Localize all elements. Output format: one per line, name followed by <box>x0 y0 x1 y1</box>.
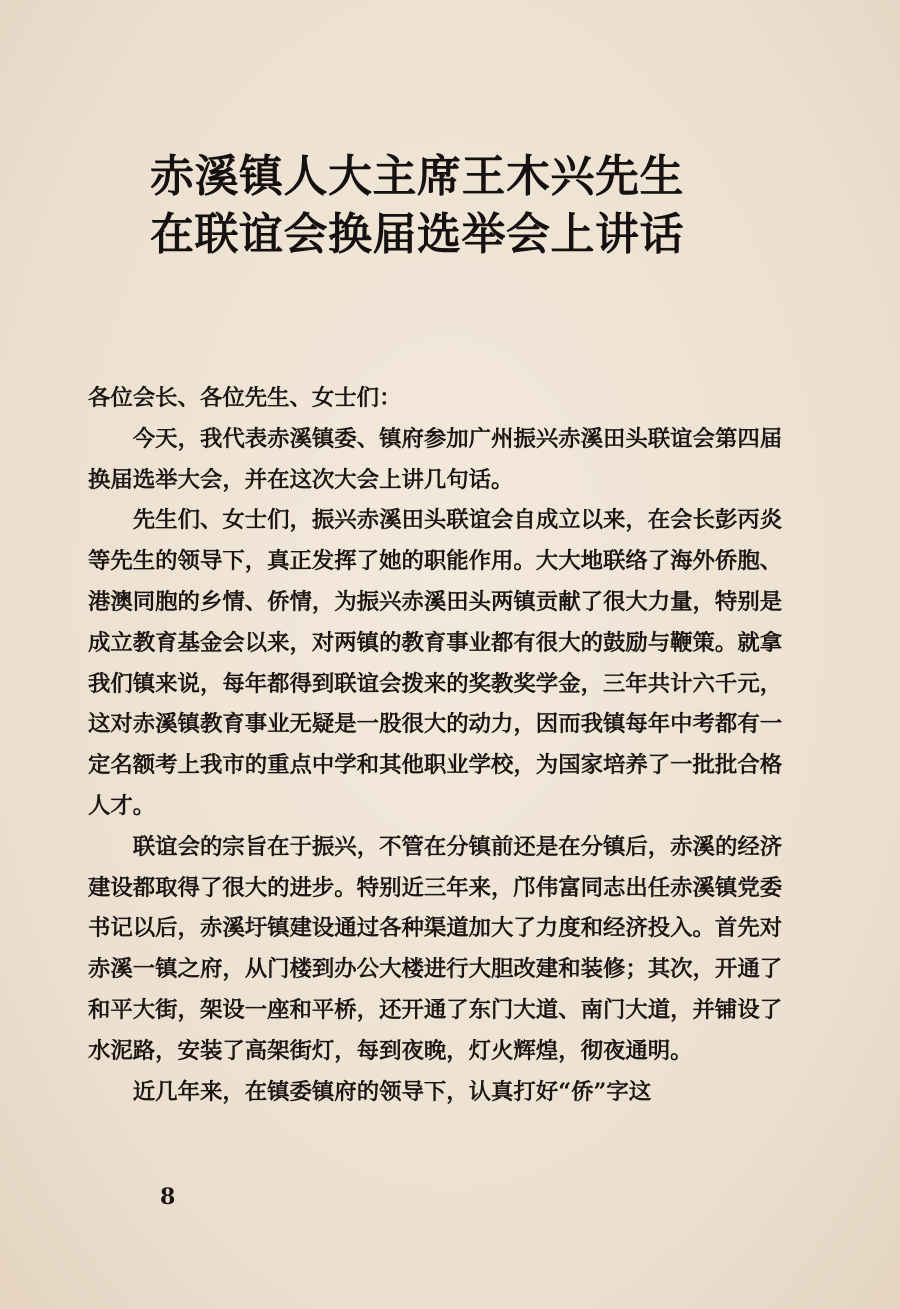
page-number: 8 <box>160 1184 176 1210</box>
salutation: 各位会长、各位先生、女士们： <box>88 385 402 411</box>
title-line-2: 在联谊会换届选举会上讲话 <box>150 209 684 260</box>
page-title <box>150 148 770 264</box>
title-line-1: 赤溪镇人大主席王木兴先生 <box>150 151 684 202</box>
paragraph-3: 联谊会的宗旨在于振兴，不管在分镇前还是在分镇后，赤溪的经济建设都取得了很大的进步。特别近三年来，邝伟富同志出任赤溪镇党委书记以后，赤溪圩镇建设通过各种渠道加大了力度和经济投入。首先对赤溪一镇之府，从门楼到办公大楼进行大胆改建和装修；其次，开通了和平大街，架设一座和平桥，还开通了东门大道、南门大道，并铺设了水泥路，安装了高架街灯，每到夜晚，灯火辉煌，彻夜通明。 <box>88 833 783 1064</box>
paragraph-4: 近几年来，在镇委镇府的领导下，认真打好“侨”字这 <box>132 1078 652 1105</box>
speech-body <box>88 378 788 1112</box>
paragraph-1: 今天，我代表赤溪镇委、镇府参加广州振兴赤溪田头联谊会第四届换届选举大会，并在这次大会上讲几句话。 <box>88 425 783 493</box>
paragraph-2: 先生们、女士们，振兴赤溪田头联谊会自成立以来，在会长彭丙炎等先生的领导下，真正发挥了她的职能作用。大大地联络了海外侨胞、港澳同胞的乡情、侨情，为振兴赤溪田头两镇贡献了很大力量，特别是成立教育基金会以来，对两镇的教育事业都有很大的鼓励与鞭策。就拿我们镇来说，每年都得到联谊会拨来的奖教奖学金，三年共计六千元，这对赤溪镇教育事业无疑是一股很大的动力，因而我镇每年中考都有一定名额考上我市的重点中学和其他职业学校，为国家培养了一批批合格人才。 <box>88 507 783 819</box>
